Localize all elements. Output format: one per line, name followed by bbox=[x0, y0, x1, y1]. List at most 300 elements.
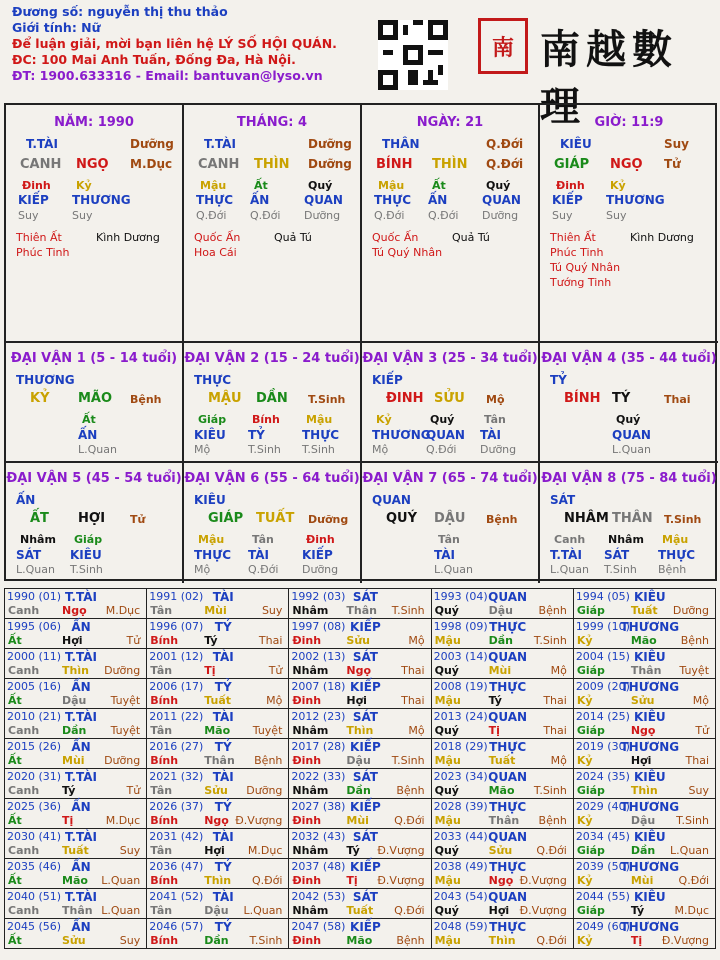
year-cell bbox=[5, 769, 147, 799]
year-row bbox=[5, 679, 716, 709]
hidden-god: KIẾP bbox=[302, 548, 333, 562]
year-branch: Dậu bbox=[630, 814, 656, 827]
year-ten-god: THỰC bbox=[489, 800, 527, 814]
year-stage: Suy bbox=[688, 784, 710, 797]
year-branch: Tị bbox=[62, 814, 74, 827]
year-branch: Dậu bbox=[204, 904, 229, 917]
year-cell bbox=[574, 889, 716, 919]
hidden-stage: Q.Đới bbox=[250, 209, 281, 222]
year-label: 1991 (02) bbox=[149, 590, 204, 603]
year-ten-god: THỰC bbox=[489, 920, 527, 934]
year-branch: Tuất bbox=[204, 694, 232, 707]
year-cell bbox=[5, 889, 147, 919]
year-ten-god: KIÊU bbox=[633, 890, 666, 904]
year-row bbox=[5, 919, 716, 949]
year-stage: Đ.Vượng bbox=[519, 874, 567, 887]
year-cell bbox=[147, 889, 289, 919]
year-branch: Dần bbox=[346, 784, 371, 797]
hidden-god: SÁT bbox=[604, 548, 630, 562]
year-branch: Dần bbox=[62, 724, 87, 737]
year-branch: Sửu bbox=[630, 694, 655, 707]
year-ten-god: SÁT bbox=[352, 830, 378, 844]
year-stem: Canh bbox=[8, 784, 40, 797]
shen-sha-star: Tú Quý Nhân bbox=[550, 261, 621, 274]
year-ten-god: KIÊU bbox=[633, 830, 666, 844]
hidden-stage: Bệnh bbox=[658, 563, 687, 576]
year-stage: Tuyệt bbox=[110, 694, 141, 707]
header-line: Giới tính: Nữ bbox=[12, 20, 101, 35]
year-cell bbox=[432, 679, 574, 709]
ten-god: THƯƠNG bbox=[16, 373, 75, 387]
ten-god: TỶ bbox=[550, 373, 567, 387]
earthly-branch: DẦN bbox=[256, 391, 288, 406]
hidden-god: THỰC bbox=[374, 193, 412, 207]
year-ten-god: TÀI bbox=[212, 650, 234, 664]
year-cell bbox=[574, 829, 716, 859]
year-ten-god: THƯƠNG bbox=[620, 680, 680, 694]
year-label: 2008 (19) bbox=[433, 680, 488, 693]
hidden-god: TÀI bbox=[480, 428, 502, 442]
year-stage: Dưỡng bbox=[104, 664, 141, 677]
year-stem: Giáp bbox=[576, 604, 605, 617]
year-label: 2041 (52) bbox=[149, 890, 204, 903]
shen-sha-star: Phúc Tinh bbox=[16, 246, 70, 259]
year-branch: Thìn bbox=[62, 664, 89, 677]
red-seal bbox=[478, 18, 528, 74]
hidden-god: THỰC bbox=[302, 428, 340, 442]
ten-god: THỰC bbox=[194, 373, 232, 387]
dai-van-cell bbox=[184, 463, 362, 583]
year-stem: Bính bbox=[150, 814, 179, 827]
year-ten-god: KIẾP bbox=[350, 860, 381, 874]
year-cell bbox=[147, 799, 289, 829]
hidden-god: THỰC bbox=[658, 548, 696, 562]
year-ten-god: TỶ bbox=[214, 860, 232, 874]
year-label: 1997 (08) bbox=[291, 620, 346, 633]
year-stage: Thai bbox=[258, 634, 283, 647]
year-branch: Sửu bbox=[488, 844, 513, 857]
heavenly-stem: QUÝ bbox=[386, 511, 418, 526]
year-label: 2022 (33) bbox=[291, 770, 346, 783]
year-cell bbox=[5, 679, 147, 709]
year-cell bbox=[289, 619, 431, 649]
heavenly-stem: KỶ bbox=[30, 391, 50, 406]
hidden-god: ẤN bbox=[250, 193, 270, 207]
year-cell bbox=[289, 709, 431, 739]
hidden-stem: Mậu bbox=[200, 179, 227, 192]
year-cell bbox=[5, 739, 147, 769]
year-ten-god: TỶ bbox=[214, 800, 232, 814]
year-stage: Đ.Vượng bbox=[377, 874, 425, 887]
year-table bbox=[4, 588, 716, 949]
dai-van-cell bbox=[540, 463, 718, 583]
year-stem: Canh bbox=[8, 724, 40, 737]
year-stem: Kỷ bbox=[576, 634, 593, 647]
year-label: 2048 (59) bbox=[433, 920, 488, 933]
shen-sha-star: Thiên Ất bbox=[16, 231, 62, 244]
heavenly-stem: BÍNH bbox=[376, 157, 413, 172]
year-cell bbox=[574, 919, 716, 949]
hidden-stem: Quý bbox=[430, 413, 455, 426]
hidden-god: THƯƠNG bbox=[606, 193, 665, 207]
year-ten-god: T.TÀI bbox=[65, 590, 97, 604]
hidden-stem: Tân bbox=[438, 533, 460, 546]
pillar-title: NGÀY: 21 bbox=[416, 115, 484, 130]
header-line: Để luận giải, mời bạn liên hệ LÝ SỐ HỘI QUÁN. bbox=[12, 36, 337, 51]
year-stem: Ất bbox=[8, 934, 22, 947]
year-branch: Thân bbox=[488, 814, 520, 827]
year-stage: M.Dục bbox=[105, 604, 141, 617]
year-branch: Dần bbox=[630, 844, 656, 857]
year-stem: Canh bbox=[8, 904, 40, 917]
year-ten-god: SÁT bbox=[352, 710, 378, 724]
earthly-branch: DẬU bbox=[434, 511, 466, 526]
heavenly-stem: BÍNH bbox=[564, 391, 601, 406]
hidden-stage: Suy bbox=[72, 209, 93, 222]
year-stage: Dưỡng bbox=[246, 784, 283, 797]
year-label: 2010 (21) bbox=[7, 710, 62, 723]
year-cell bbox=[5, 709, 147, 739]
dai-van-title: ĐẠI VẬN 3 (25 - 34 tuổi) bbox=[362, 351, 538, 366]
year-stage: Bệnh bbox=[538, 814, 567, 827]
year-ten-god: QUAN bbox=[488, 830, 528, 844]
year-ten-god: TÀI bbox=[212, 830, 234, 844]
year-branch: Mão bbox=[62, 874, 88, 887]
year-cell bbox=[5, 649, 147, 679]
year-cell bbox=[432, 769, 574, 799]
year-stage: T.Sinh bbox=[391, 604, 425, 617]
year-ten-god: THỰC bbox=[489, 680, 527, 694]
year-label: 2047 (58) bbox=[291, 920, 346, 933]
year-stage: Mộ bbox=[692, 694, 710, 707]
year-stem: Đinh bbox=[292, 754, 322, 767]
pillar-title: GIỜ: 11:9 bbox=[594, 115, 664, 130]
stage: Dưỡng bbox=[130, 137, 174, 151]
stage: T.Sinh bbox=[664, 513, 702, 526]
year-stem: Tân bbox=[150, 604, 173, 617]
year-label: 2036 (47) bbox=[149, 860, 204, 873]
heavenly-stem: MẬU bbox=[208, 391, 242, 406]
year-branch: Tuất bbox=[346, 904, 374, 917]
hidden-stem: Mậu bbox=[306, 413, 333, 426]
year-ten-god: QUAN bbox=[488, 710, 528, 724]
year-stage: Thai bbox=[543, 694, 567, 707]
ten-god: ẤN bbox=[16, 493, 36, 507]
hidden-stage: Q.Đới bbox=[374, 209, 405, 222]
year-ten-god: ẤN bbox=[71, 620, 91, 634]
year-stem: Giáp bbox=[576, 844, 605, 857]
header-line: ĐC: 100 Mai Anh Tuấn, Đống Đa, Hà Nội. bbox=[12, 52, 296, 67]
year-stage: Thai bbox=[401, 664, 425, 677]
year-ten-god: TÀI bbox=[212, 710, 234, 724]
year-branch: Tuất bbox=[62, 844, 89, 857]
qr-code bbox=[378, 20, 448, 90]
year-stage: L.Quan bbox=[670, 844, 710, 857]
dai-van-title: ĐẠI VẬN 4 (35 - 44 tuổi) bbox=[541, 351, 717, 366]
shen-sha-star: Thiên Ất bbox=[550, 231, 596, 244]
heavenly-stem: ĐINH bbox=[386, 391, 424, 406]
year-ten-god: QUAN bbox=[488, 890, 528, 904]
hidden-stage: Q.Đới bbox=[248, 563, 279, 576]
year-stem: Giáp bbox=[576, 664, 605, 677]
hidden-stem: Ất bbox=[432, 179, 446, 192]
year-stem: Mậu bbox=[434, 694, 461, 707]
hidden-stem: Tân bbox=[484, 413, 506, 426]
year-cell bbox=[574, 859, 716, 889]
hidden-god: T.TÀI bbox=[550, 548, 582, 562]
year-label: 1999 (10) bbox=[575, 620, 630, 633]
hidden-stage: Q.Đới bbox=[196, 209, 227, 222]
hidden-stem: Ất bbox=[82, 413, 96, 426]
year-cell bbox=[432, 709, 574, 739]
year-stem: Mậu bbox=[434, 754, 461, 767]
year-row bbox=[5, 889, 716, 919]
hidden-stage: L.Quan bbox=[16, 563, 55, 576]
year-row bbox=[5, 739, 716, 769]
year-cell bbox=[5, 859, 147, 889]
year-cell bbox=[289, 649, 431, 679]
hidden-stem: Tân bbox=[252, 533, 274, 546]
year-stage: Suy bbox=[261, 604, 283, 617]
year-branch: Tý bbox=[62, 784, 76, 797]
year-cell bbox=[432, 829, 574, 859]
year-cell bbox=[5, 619, 147, 649]
year-stem: Tân bbox=[150, 724, 173, 737]
branch-stage: M.Dục bbox=[130, 157, 173, 171]
year-ten-god: KIẾP bbox=[350, 740, 381, 754]
year-label: 2014 (25) bbox=[575, 710, 630, 723]
branch-stage: Q.Đới bbox=[486, 157, 524, 171]
hidden-stem: Đinh bbox=[22, 179, 51, 192]
year-branch: Tị bbox=[630, 934, 643, 947]
year-stem: Giáp bbox=[576, 904, 605, 917]
year-ten-god: THƯƠNG bbox=[620, 920, 680, 934]
year-stem: Tân bbox=[150, 784, 173, 797]
stage: Q.Đới bbox=[486, 137, 524, 151]
year-stem: Mậu bbox=[434, 634, 461, 647]
year-branch: Mùi bbox=[346, 814, 369, 827]
year-cell bbox=[147, 739, 289, 769]
year-stem: Đinh bbox=[292, 694, 322, 707]
year-stem: Quý bbox=[434, 724, 459, 737]
year-stem: Đinh bbox=[292, 814, 322, 827]
year-branch: Hợi bbox=[488, 904, 510, 917]
year-label: 2020 (31) bbox=[7, 770, 62, 783]
hidden-stage: Q.Đới bbox=[428, 209, 459, 222]
year-cell bbox=[5, 589, 147, 619]
year-ten-god: KIẾP bbox=[350, 620, 381, 634]
hidden-stage: Suy bbox=[552, 209, 573, 222]
year-stage: L.Quan bbox=[101, 904, 141, 917]
hidden-stage: L.Quan bbox=[550, 563, 589, 576]
year-stage: Thai bbox=[685, 754, 710, 767]
year-stem: Kỷ bbox=[576, 814, 593, 827]
year-stage: Bệnh bbox=[396, 934, 425, 947]
year-stage: M.Dục bbox=[674, 904, 710, 917]
year-label: 2011 (22) bbox=[149, 710, 204, 723]
dai-van-title: ĐẠI VẬN 6 (55 - 64 tuổi) bbox=[184, 471, 360, 486]
year-cell bbox=[289, 589, 431, 619]
hidden-stem: Quý bbox=[486, 179, 511, 192]
year-branch: Thìn bbox=[346, 724, 374, 737]
year-label: 2046 (57) bbox=[149, 920, 204, 933]
year-stage: Mộ bbox=[408, 634, 425, 647]
year-stage: Q.Đới bbox=[394, 814, 425, 827]
year-ten-god: SÁT bbox=[352, 650, 378, 664]
year-ten-god: QUAN bbox=[488, 770, 528, 784]
hidden-stem: Kỷ bbox=[610, 179, 626, 192]
year-cell bbox=[289, 769, 431, 799]
year-ten-god: ẤN bbox=[71, 740, 91, 754]
year-cell bbox=[147, 619, 289, 649]
year-branch: Dậu bbox=[346, 754, 371, 767]
shen-sha-star: Phúc Tinh bbox=[550, 246, 604, 259]
stage: Tử bbox=[130, 513, 146, 526]
year-ten-god: T.TÀI bbox=[65, 770, 97, 784]
year-cell bbox=[574, 769, 716, 799]
pillar-cell bbox=[362, 105, 540, 343]
year-label: 2026 (37) bbox=[149, 800, 204, 813]
year-branch: Tuất bbox=[488, 754, 516, 767]
earthly-branch: THÌN bbox=[254, 157, 290, 172]
year-ten-god: QUAN bbox=[488, 650, 528, 664]
year-branch: Mùi bbox=[204, 604, 227, 617]
year-label: 2045 (56) bbox=[7, 920, 62, 933]
year-label: 2025 (36) bbox=[7, 800, 62, 813]
year-cell bbox=[147, 829, 289, 859]
ten-god: KIÊU bbox=[560, 137, 592, 151]
year-label: 2042 (53) bbox=[291, 890, 346, 903]
shen-sha-star: Tú Quý Nhân bbox=[372, 246, 443, 259]
stage: Bệnh bbox=[486, 513, 518, 526]
dai-van-cell bbox=[540, 343, 718, 463]
hidden-stem: Quý bbox=[308, 179, 333, 192]
hidden-god: THƯƠNG bbox=[372, 428, 431, 442]
year-ten-god: SÁT bbox=[352, 770, 378, 784]
year-label: 2024 (35) bbox=[575, 770, 630, 783]
year-label: 2030 (41) bbox=[7, 830, 62, 843]
year-stem: Giáp bbox=[576, 784, 605, 797]
header-line: ĐT: 1900.633316 - Email: bantuvan@lyso.vn bbox=[12, 68, 323, 83]
year-stage: Đ.Vượng bbox=[377, 844, 425, 857]
pillar-cell bbox=[6, 105, 184, 343]
year-branch: Mùi bbox=[62, 754, 85, 767]
year-stem: Tân bbox=[150, 844, 173, 857]
year-stage: Mộ bbox=[550, 664, 567, 677]
year-stage: L.Quan bbox=[101, 874, 141, 887]
year-cell bbox=[289, 799, 431, 829]
year-stem: Kỷ bbox=[576, 694, 593, 707]
year-stage: Suy bbox=[119, 844, 141, 857]
year-stage: Q.Đới bbox=[251, 874, 283, 887]
year-ten-god: QUAN bbox=[488, 590, 528, 604]
year-ten-god: THƯƠNG bbox=[620, 740, 680, 754]
year-branch: Thân bbox=[204, 754, 235, 767]
year-ten-god: T.TÀI bbox=[65, 890, 97, 904]
branch-stage: Tử bbox=[664, 157, 681, 171]
year-row bbox=[5, 859, 716, 889]
year-cell bbox=[5, 919, 147, 949]
year-branch: Thìn bbox=[630, 784, 658, 797]
year-cell bbox=[5, 799, 147, 829]
year-label: 2039 (50) bbox=[575, 860, 630, 873]
dai-van-title: ĐẠI VẬN 1 (5 - 14 tuổi) bbox=[10, 351, 178, 366]
year-branch: Hợi bbox=[62, 634, 83, 647]
hidden-stage: Q.Đới bbox=[426, 443, 457, 456]
year-label: 1993 (04) bbox=[433, 590, 488, 603]
year-stem: Nhâm bbox=[292, 784, 329, 797]
year-ten-god: TÀI bbox=[212, 590, 234, 604]
year-ten-god: THƯƠNG bbox=[620, 800, 680, 814]
year-cell bbox=[432, 739, 574, 769]
year-cell bbox=[574, 619, 716, 649]
year-label: 2040 (51) bbox=[7, 890, 62, 903]
year-stage: Thai bbox=[401, 694, 425, 707]
year-ten-god: THƯƠNG bbox=[620, 620, 680, 634]
year-label: 2037 (48) bbox=[291, 860, 346, 873]
stage: Bệnh bbox=[130, 393, 162, 406]
year-stem: Đinh bbox=[292, 874, 322, 887]
year-ten-god: TÀI bbox=[212, 770, 234, 784]
year-stem: Quý bbox=[434, 664, 459, 677]
year-ten-god: TỶ bbox=[214, 920, 232, 934]
year-stem: Ất bbox=[8, 694, 22, 707]
hidden-stem: Giáp bbox=[198, 413, 227, 426]
stage: Suy bbox=[664, 137, 690, 151]
year-stage: Thai bbox=[543, 724, 567, 737]
year-stem: Quý bbox=[434, 844, 459, 857]
dai-van-cell bbox=[6, 463, 184, 583]
year-row bbox=[5, 709, 716, 739]
year-branch: Tý bbox=[204, 634, 218, 647]
hidden-stage: L.Quan bbox=[434, 563, 473, 576]
year-label: 2001 (12) bbox=[149, 650, 204, 663]
year-stem: Bính bbox=[150, 934, 179, 947]
dai-van-cell bbox=[184, 343, 362, 463]
year-stage: T.Sinh bbox=[533, 634, 567, 647]
hidden-stem: Mậu bbox=[198, 533, 225, 546]
year-ten-god: ẤN bbox=[71, 680, 91, 694]
shen-sha-star: Quốc Ấn bbox=[372, 231, 419, 244]
year-stage: Q.Đới bbox=[394, 904, 425, 917]
year-label: 2049 (60) bbox=[575, 920, 630, 933]
year-stage: Tử bbox=[126, 634, 141, 647]
year-label: 1992 (03) bbox=[291, 590, 346, 603]
hidden-stage: Suy bbox=[606, 209, 627, 222]
year-branch: Mão bbox=[204, 724, 231, 737]
earthly-branch: SỬU bbox=[434, 391, 465, 406]
year-branch: Thìn bbox=[488, 934, 516, 947]
year-label: 1994 (05) bbox=[575, 590, 630, 603]
hidden-stage: T.Sinh bbox=[70, 563, 103, 576]
year-ten-god: TÀI bbox=[212, 890, 234, 904]
hidden-stem: Đinh bbox=[556, 179, 585, 192]
year-stem: Kỷ bbox=[576, 874, 593, 887]
year-cell bbox=[147, 589, 289, 619]
hidden-god: ẤN bbox=[428, 193, 448, 207]
year-branch: Ngọ bbox=[346, 664, 372, 677]
year-row bbox=[5, 829, 716, 859]
hidden-stem: Mậu bbox=[662, 533, 689, 546]
year-branch: Dần bbox=[204, 934, 229, 947]
year-branch: Sửu bbox=[346, 634, 370, 647]
year-label: 2031 (42) bbox=[149, 830, 204, 843]
year-stage: Q.Đới bbox=[536, 934, 567, 947]
hidden-stage: L.Quan bbox=[612, 443, 651, 456]
year-ten-god: SÁT bbox=[352, 590, 378, 604]
year-label: 2002 (13) bbox=[291, 650, 346, 663]
year-branch: Ngọ bbox=[630, 724, 656, 737]
